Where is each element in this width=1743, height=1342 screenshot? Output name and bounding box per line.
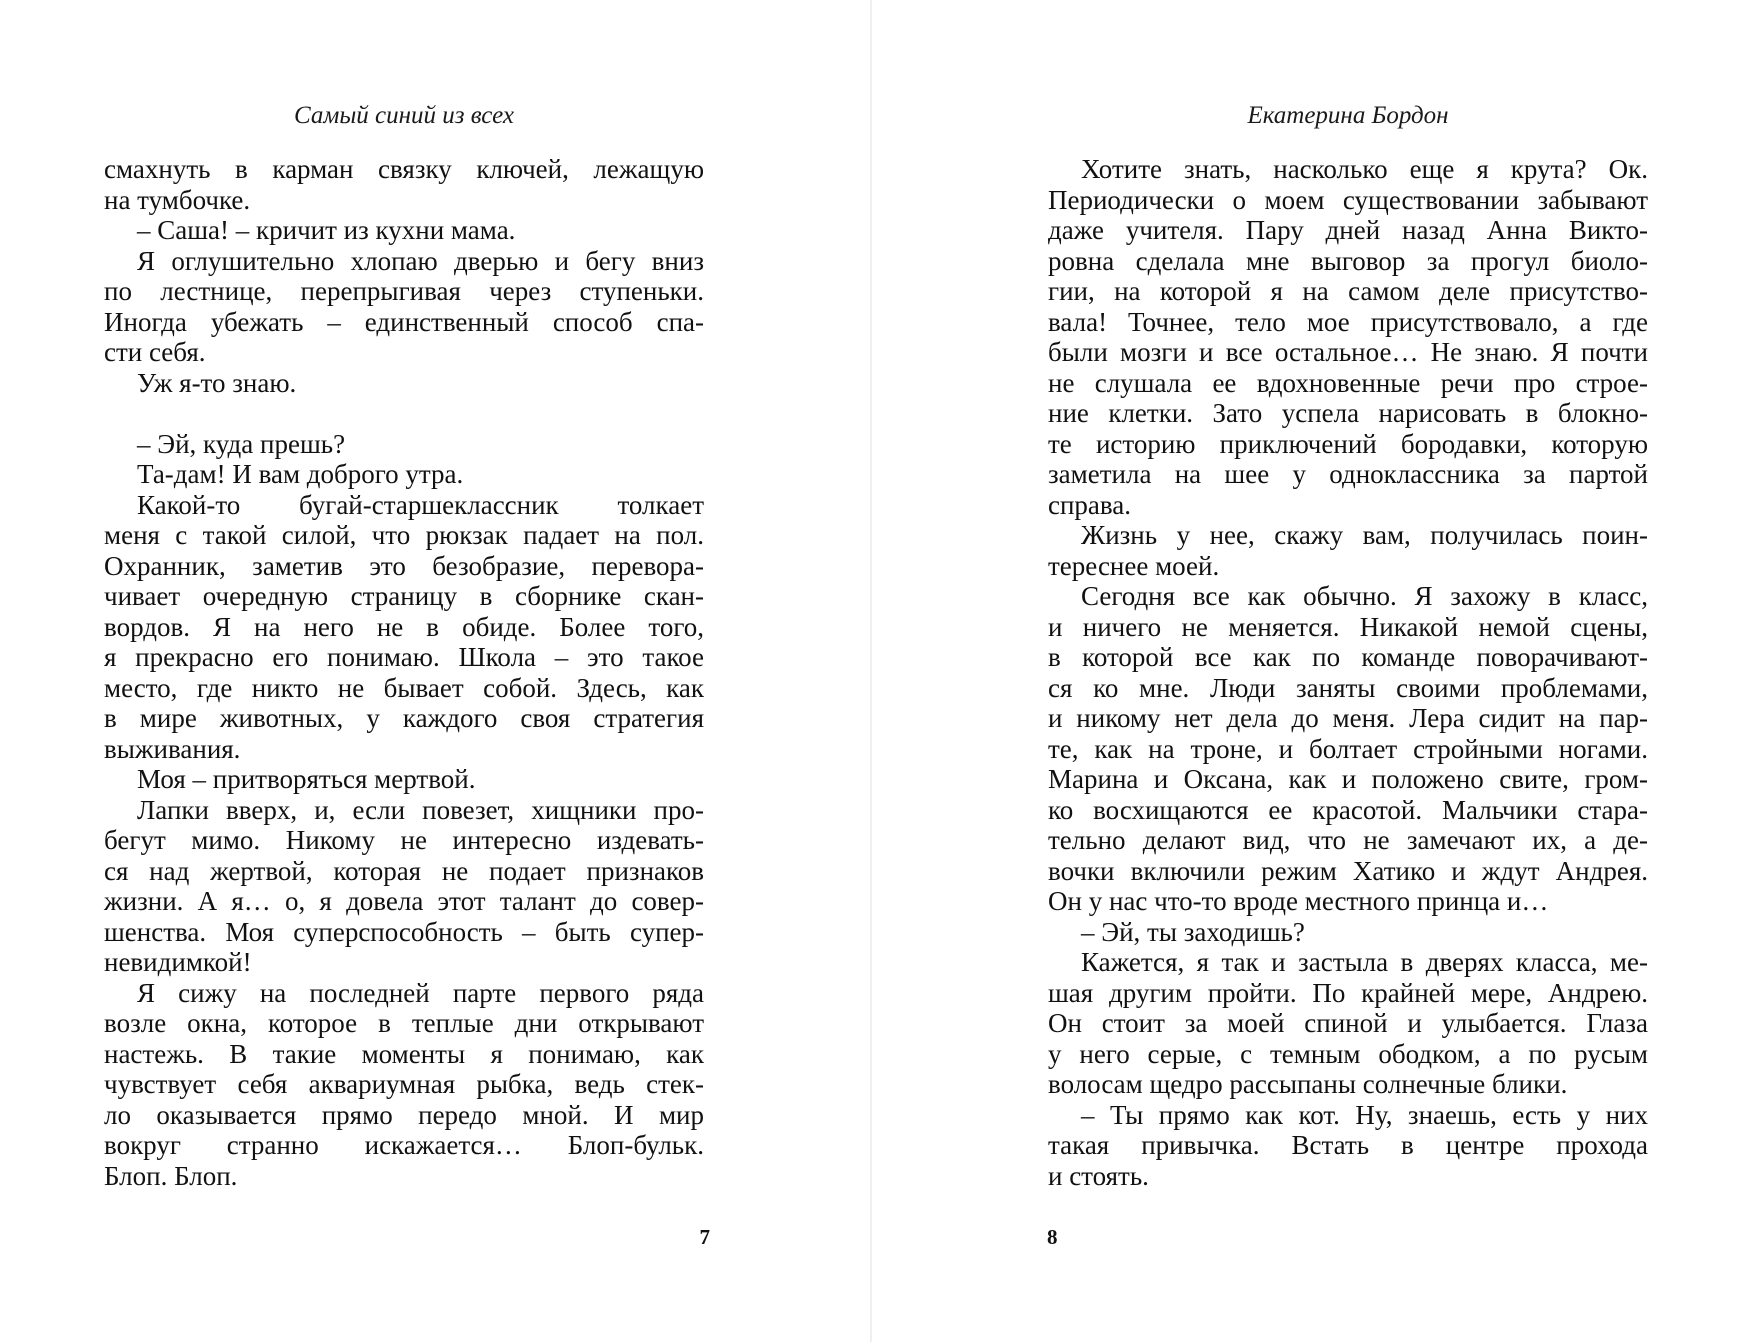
text-line: – Эй, ты заходишь? xyxy=(1081,916,1305,947)
text-line: даже учителя. Пару дней назад Анна Викто- xyxy=(1048,215,1648,245)
text-line: справа. xyxy=(1048,489,1132,520)
text-line: – Эй, куда прешь? xyxy=(137,428,346,459)
text-line: настежь. В такие моменты я понимаю, как xyxy=(104,1038,704,1069)
text-line: ко восхищаются ее красотой. Мальчики стара- xyxy=(1048,794,1648,825)
text-line: ся ко мне. Люди заняты своими проблемами, xyxy=(1048,672,1648,703)
text-line: вочки включили режим Хатико и ждут Андрея. xyxy=(1048,855,1648,886)
text-line: и никому нет дела до меня. Лера сидит на пар- xyxy=(1048,703,1648,733)
text-line: волосам щедро рассыпаны солнечные блики. xyxy=(1048,1069,1568,1099)
text-line: Жизнь у нее, скажу вам, получилась поин- xyxy=(1081,520,1648,550)
left-page-text xyxy=(104,154,704,1191)
text-line: возле окна, которое в теплые дни открывают xyxy=(104,1008,704,1038)
text-line: такая привычка. Встать в центре прохода xyxy=(1048,1130,1648,1160)
text-line: чивает очередную страницу в сборнике скан- xyxy=(104,581,704,611)
text-line: ровна сделала мне выговор за прогул биоло- xyxy=(1048,245,1648,276)
text-line: Он стоит за моей спиной и улыбается. Глаза xyxy=(1048,1008,1648,1038)
running-header-right: Екатерина Бордон xyxy=(1247,102,1449,129)
text-line: Сегодня все как обычно. Я захожу в класс, xyxy=(1081,581,1648,611)
right-page-text xyxy=(1048,154,1648,1191)
text-line: Марина и Оксана, как и положено свите, гром- xyxy=(1048,764,1648,794)
text-line: вордов. Я на него не в обиде. Более того, xyxy=(104,611,704,642)
text-line: Охранник, заметив это безобразие, перевора- xyxy=(104,550,704,581)
text-line: и стоять. xyxy=(1048,1160,1149,1191)
text-line: Иногда убежать – единственный способ спа- xyxy=(104,306,704,337)
text-line: в мире животных, у каждого своя стратегия xyxy=(104,703,704,733)
text-line: те историю приключений бородавки, которую xyxy=(1048,428,1648,459)
text-line: сти себя. xyxy=(104,337,206,367)
text-line: Кажется, я так и застыла в дверях класса, ме- xyxy=(1081,947,1648,977)
text-line: – Саша! – кричит из кухни мама. xyxy=(137,215,516,245)
text-line: заметила на шее у одноклассника за партой xyxy=(1048,459,1648,489)
text-line: вала! Точнее, тело мое присутствовало, а где xyxy=(1048,306,1648,337)
text-line: меня с такой силой, что рюкзак падает на пол. xyxy=(104,520,704,550)
left-page xyxy=(0,0,871,1342)
text-line: Какой-то бугай-старшеклассник толкает xyxy=(137,489,704,520)
text-line: Лапки вверх, и, если повезет, хищники про- xyxy=(137,794,704,825)
text-line: выживания. xyxy=(104,733,241,764)
text-line: – Ты прямо как кот. Ну, знаешь, есть у них xyxy=(1081,1099,1648,1130)
text-line: чувствует себя аквариумная рыбка, ведь стек- xyxy=(104,1069,704,1099)
text-line: шая другим пройти. По крайней мере, Андрею. xyxy=(1048,977,1648,1008)
blank-line xyxy=(104,398,704,429)
text-line: ся над жертвой, которая не подает признаков xyxy=(104,855,704,886)
text-line: гии, на которой я на самом деле присутство- xyxy=(1048,276,1648,306)
text-line: в которой все как по команде поворачивают- xyxy=(1048,642,1648,672)
text-line: тельно делают вид, что не замечают их, а де- xyxy=(1048,825,1648,855)
text-line: бегут мимо. Никому не интересно издевать- xyxy=(104,825,704,855)
text-line: Периодически о моем существовании забывают xyxy=(1048,184,1648,215)
text-line: место, где никто не бывает собой. Здесь, как xyxy=(104,672,704,703)
right-page xyxy=(872,0,1743,1342)
text-line: невидимкой! xyxy=(104,947,252,977)
text-line: по лестнице, перепрыгивая через ступеньки. xyxy=(104,276,704,306)
text-line: вокруг странно искажается… Блоп-бульк. xyxy=(104,1130,704,1160)
text-line: тереснее моей. xyxy=(1048,550,1220,581)
text-line: ло оказывается прямо передо мной. И мир xyxy=(104,1099,704,1130)
text-line: шенства. Моя суперспособность – быть супер- xyxy=(104,916,704,947)
text-line: Та-дам! И вам доброго утра. xyxy=(137,459,464,489)
text-line: Я сижу на последней парте первого ряда xyxy=(137,977,704,1008)
page-number-left: 7 xyxy=(699,1225,710,1249)
text-line: жизни. А я… о, я довела этот талант до совер- xyxy=(104,886,704,916)
text-line: и ничего не меняется. Никакой немой сцены, xyxy=(1048,611,1648,642)
text-line: ние клетки. Зато успела нарисовать в блокно- xyxy=(1048,398,1648,428)
text-line: у него серые, с темным ободком, а по русым xyxy=(1048,1038,1648,1069)
text-line: Моя – притворяться мертвой. xyxy=(137,764,476,794)
text-line: смахнуть в карман связку ключей, лежащую xyxy=(104,154,704,184)
running-header-left: Самый синий из всех xyxy=(294,102,514,129)
text-line: не слушала ее вдохновенные речи про строе- xyxy=(1048,367,1648,398)
page-number-right: 8 xyxy=(1047,1225,1058,1249)
text-line: на тумбочке. xyxy=(104,184,251,215)
text-line: те, как на троне, и болтает стройными ногами. xyxy=(1048,733,1648,764)
text-line: я прекрасно его понимаю. Школа – это такое xyxy=(104,642,704,672)
text-line: Он у нас что-то вроде местного принца и… xyxy=(1048,886,1549,916)
text-line: Хотите знать, насколько еще я крута? Ок. xyxy=(1081,154,1648,184)
text-line: Уж я-то знаю. xyxy=(137,367,297,398)
text-line: Блоп. Блоп. xyxy=(104,1160,238,1191)
text-line: были мозги и все остальное… Не знаю. Я почти xyxy=(1048,337,1648,367)
text-line: Я оглушительно хлопаю дверью и бегу вниз xyxy=(137,245,704,276)
